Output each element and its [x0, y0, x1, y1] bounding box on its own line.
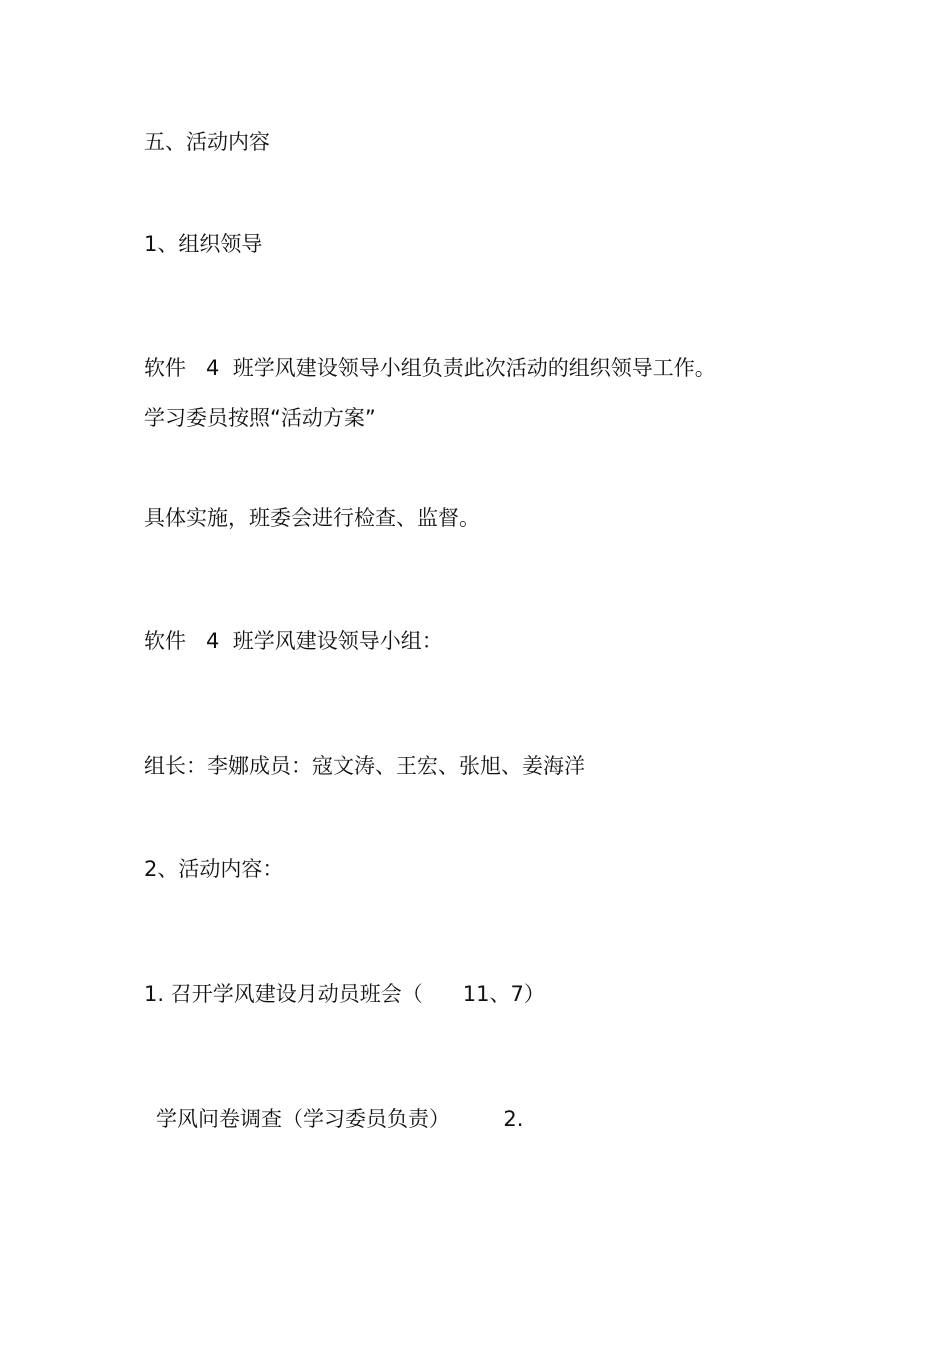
- list-item: 1. 召开学风建设月动员班会（ 11、7）: [144, 982, 545, 1006]
- subheading-organization: 1、组织领导: [144, 232, 263, 256]
- paragraph-line: 学习委员按照“活动方案”: [144, 406, 376, 430]
- subheading-activity-content: 2、活动内容：: [144, 857, 284, 881]
- group-members: 组长：李娜成员：寇文涛、王宏、张旭、姜海洋: [144, 754, 585, 778]
- paragraph-line: 具体实施，班委会进行检查、监督。: [144, 506, 480, 530]
- list-item: 学风问卷调查（学习委员负责） 2.: [156, 1107, 524, 1131]
- group-title: 软件 4 班学风建设领导小组：: [144, 629, 443, 653]
- paragraph-line: 软件 4 班学风建设领导小组负责此次活动的组织领导工作。: [144, 356, 716, 380]
- section-heading-activity-content: 五、活动内容: [144, 130, 270, 154]
